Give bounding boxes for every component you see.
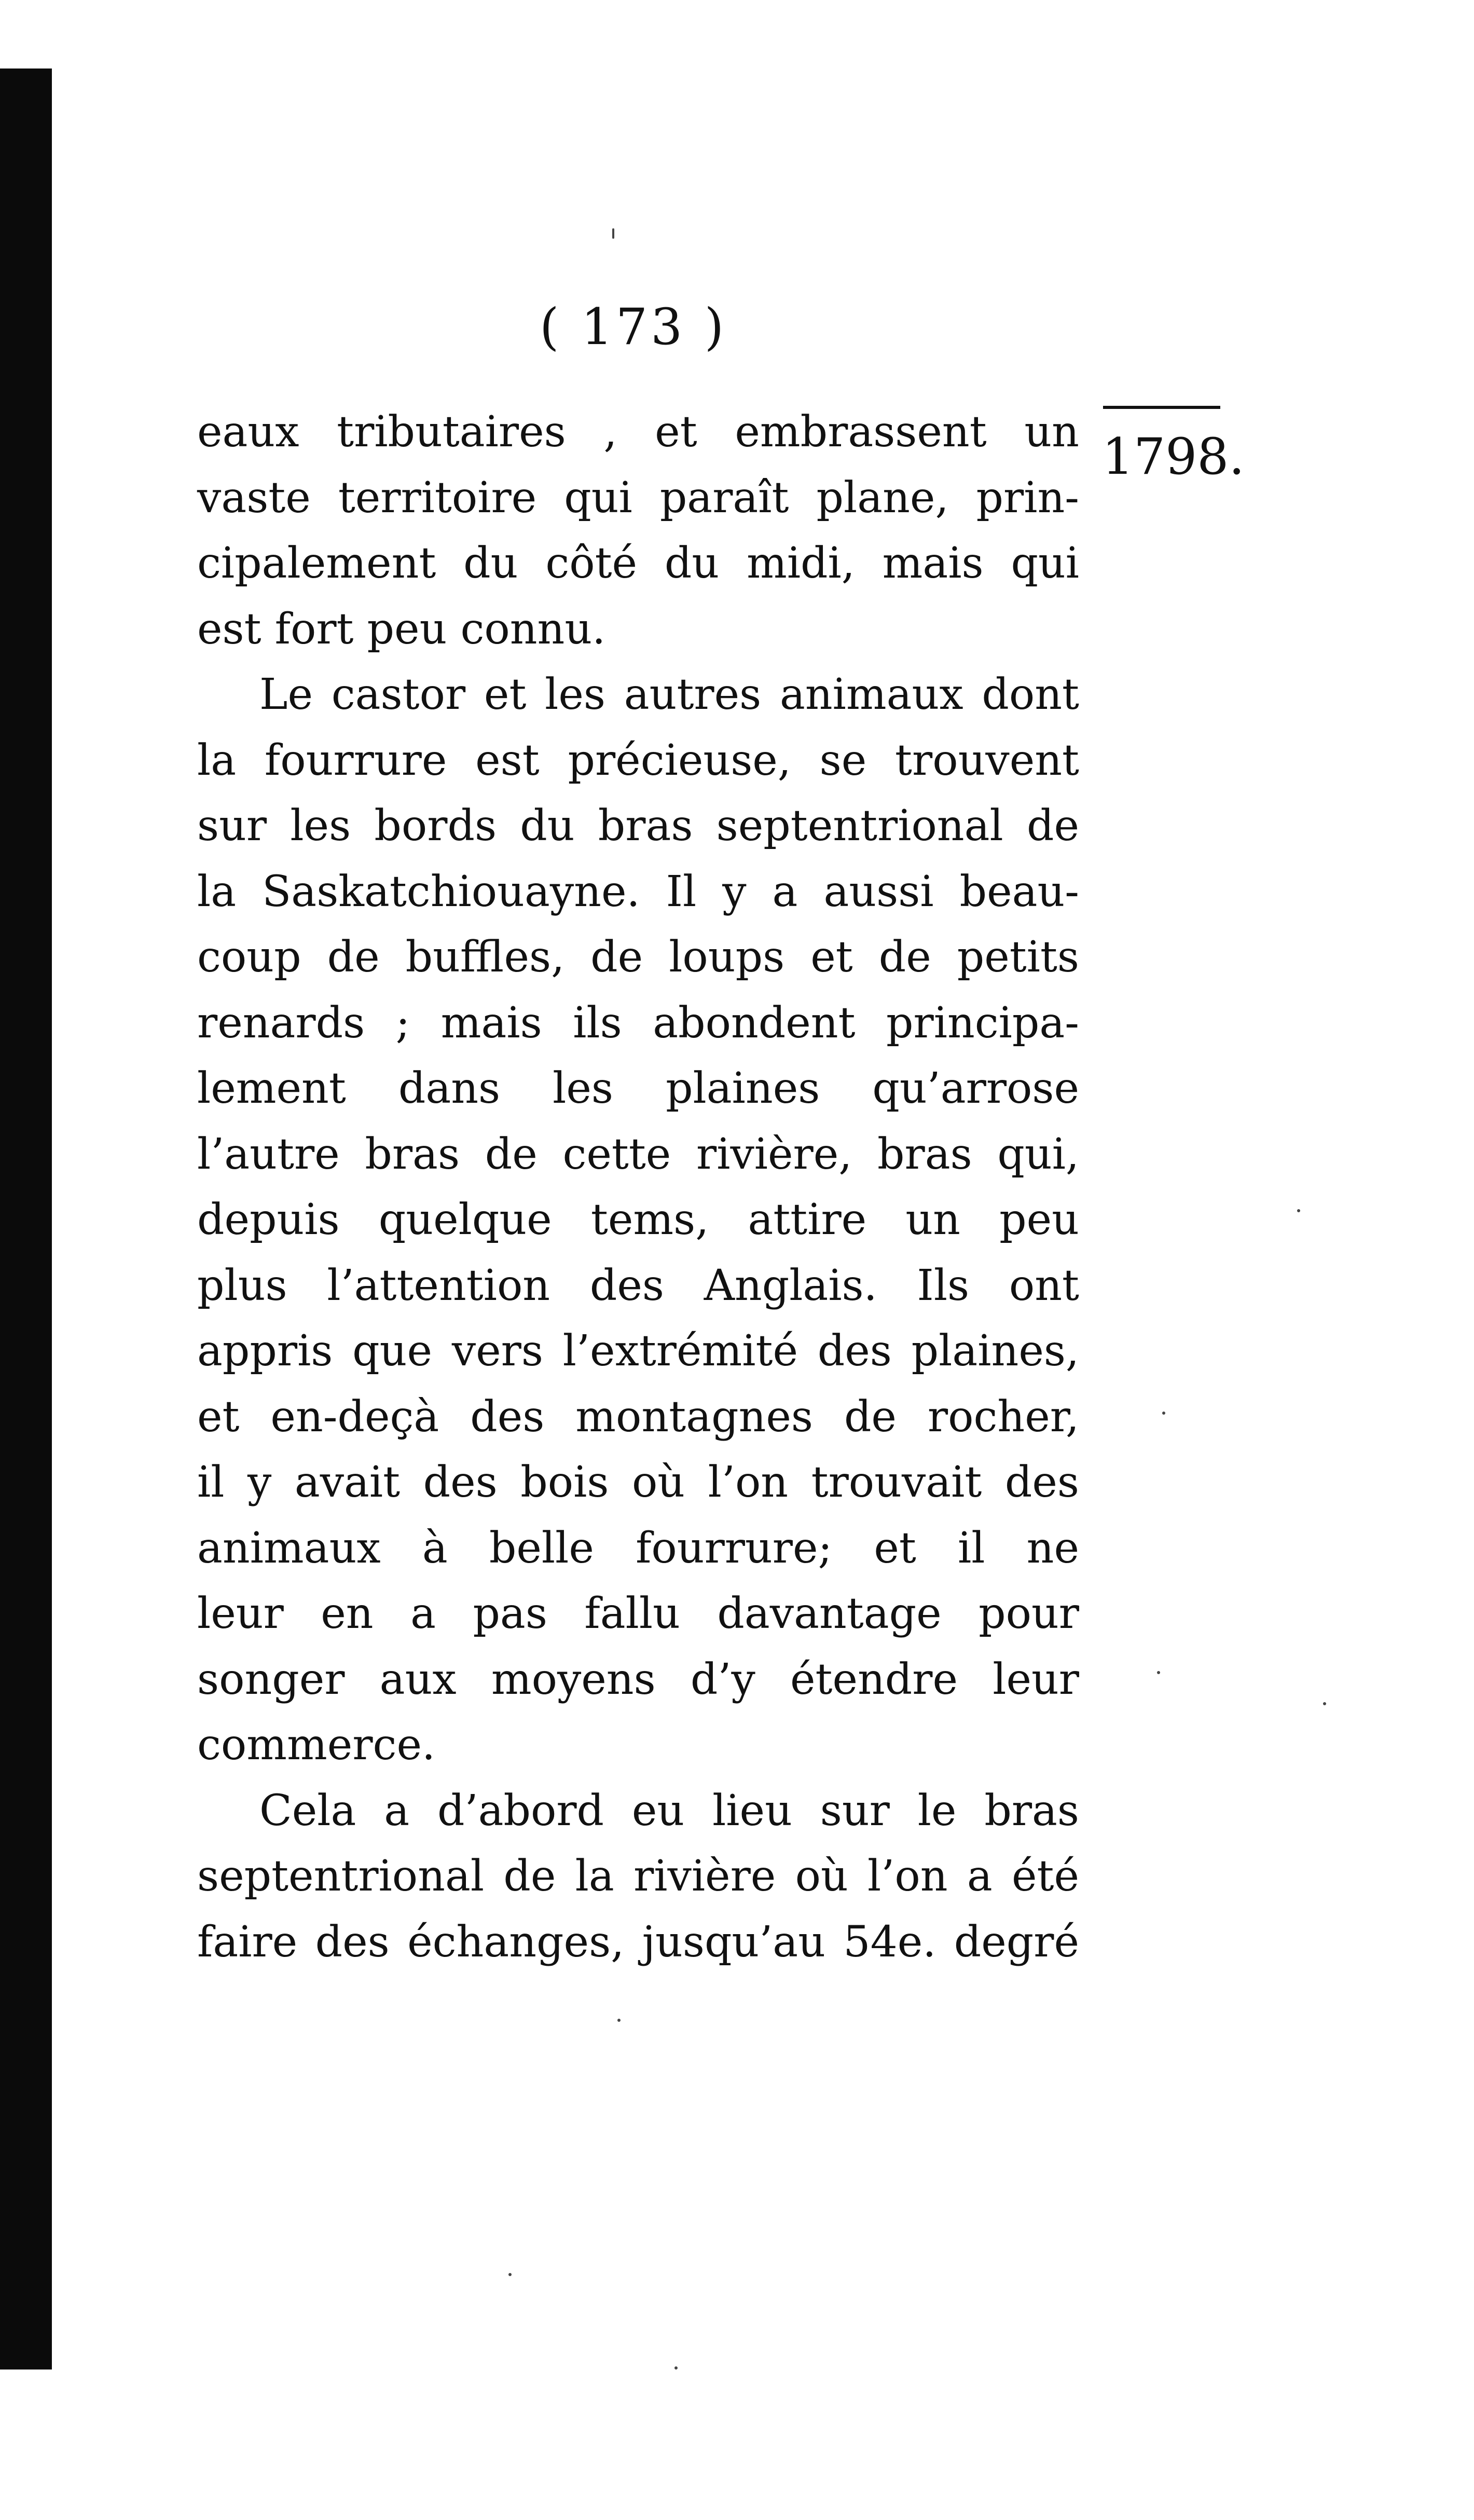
scan-speck xyxy=(508,2273,512,2276)
binding-edge xyxy=(0,69,52,2370)
text-line: septentrional de la rivière où l’on a été xyxy=(197,1852,1079,1901)
text-body xyxy=(197,400,1079,1975)
margin-rule xyxy=(1103,406,1220,409)
text-line: renards ; mais ils abondent principa- xyxy=(197,998,1079,1048)
text-line: plus l’attention des Anglais. Ils ont xyxy=(197,1261,1079,1310)
text-line: il y avait des bois où l’on trouvait des xyxy=(197,1458,1079,1507)
scan-speck xyxy=(612,228,614,239)
text-line: Cela a d’abord eu lieu sur le bras xyxy=(259,1786,1079,1836)
margin-year: 1798. xyxy=(1102,428,1245,486)
text-line: Le castor et les autres animaux dont xyxy=(259,670,1079,719)
text-line: sur les bords du bras septentrional de xyxy=(197,801,1079,851)
text-line: cipalement du côté du midi, mais qui xyxy=(197,539,1079,588)
text-line: l’autre bras de cette rivière, bras qui, xyxy=(197,1129,1079,1179)
text-line: vaste territoire qui paraît plane, prin- xyxy=(197,473,1079,523)
text-line: et en-deçà des montagnes de rocher, xyxy=(197,1392,1079,1442)
scan-speck xyxy=(1323,1702,1326,1705)
text-line: appris que vers l’extrémité des plaines, xyxy=(197,1326,1079,1376)
scan-speck xyxy=(617,2019,621,2022)
text-line: songer aux moyens d’y étendre leur xyxy=(197,1654,1079,1704)
scan-speck xyxy=(1297,1209,1300,1212)
text-line: est fort peu connu. xyxy=(197,604,606,654)
page-number: ( 173 ) xyxy=(540,298,727,356)
text-line: commerce. xyxy=(197,1720,436,1770)
text-line: animaux à belle fourrure; et il ne xyxy=(197,1523,1079,1573)
paragraph-3 xyxy=(197,1778,1079,1976)
text-line: leur en a pas fallu davantage pour xyxy=(197,1589,1079,1638)
paragraph-1 xyxy=(197,400,1079,662)
paragraph-2 xyxy=(197,662,1079,1778)
scan-speck xyxy=(1157,1671,1160,1674)
scan-speck xyxy=(1162,1412,1165,1415)
text-line: la fourrure est précieuse, se trouvent xyxy=(197,735,1079,785)
scan-speck xyxy=(674,2366,678,2370)
text-line: eaux tributaires , et embrassent un xyxy=(197,407,1079,457)
text-line: la Saskatchiouayne. Il y a aussi beau- xyxy=(197,867,1079,916)
text-line: coup de buffles, de loups et de petits xyxy=(197,933,1079,982)
text-line: lement dans les plaines qu’arrose xyxy=(197,1064,1079,1113)
text-line: depuis quelque tems, attire un peu xyxy=(197,1195,1079,1244)
text-line: faire des échanges, jusqu’au 54e. degré xyxy=(197,1917,1079,1967)
